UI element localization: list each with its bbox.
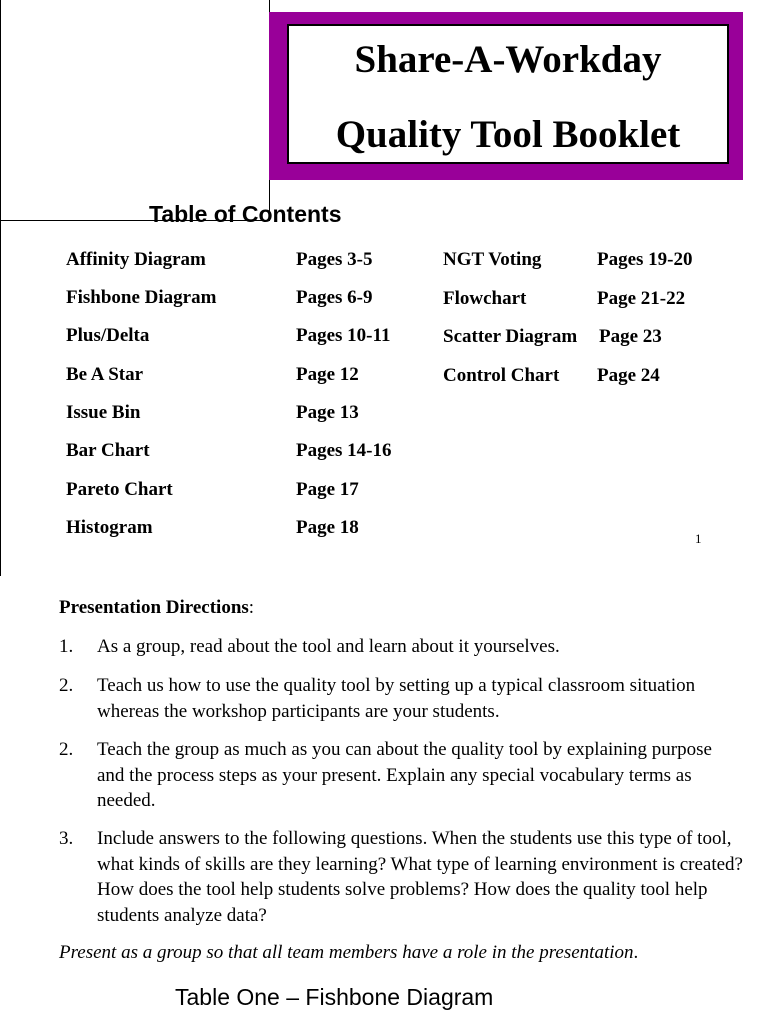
closing-note: [59, 943, 638, 962]
toc-item-pages: Page 13: [296, 402, 359, 423]
toc-item-tool: Plus/Delta: [66, 325, 150, 346]
toc-item-pages: Page 12: [296, 364, 359, 385]
direction-number: 1.: [59, 636, 74, 657]
closing-note-text: Present as a group so that all team members have a role in the presentation: [59, 942, 634, 963]
direction-number: 2.: [59, 739, 74, 760]
toc-item-pages: Page 21-22: [597, 288, 686, 309]
direction-number: 3.: [59, 828, 74, 849]
toc-item-tool: Scatter Diagram: [443, 326, 578, 347]
direction-text: As a group, read about the tool and learn about it yourselves.: [97, 636, 560, 657]
title-line-2: Quality Tool Booklet: [335, 113, 681, 156]
toc-item-pages: Pages 14-16: [296, 440, 392, 461]
toc-item-pages: Page 24: [597, 365, 660, 386]
directions-title-colon: :: [248, 597, 255, 618]
toc-item-tool: Fishbone Diagram: [66, 287, 217, 308]
toc-item-tool: Affinity Diagram: [66, 249, 206, 270]
title-box: [269, 12, 743, 180]
toc-item-pages: Page 17: [296, 479, 359, 500]
toc-item-tool: Issue Bin: [66, 402, 141, 423]
direction-text: Teach the group as much as you can about the quality tool by explaining purpose and the process steps as your present. Explain any special vocabulary terms as needed.: [97, 739, 712, 811]
toc-item-pages: Pages 19-20: [597, 249, 693, 270]
frame-left-line: [0, 0, 1, 576]
toc-item-pages: Page 23: [599, 326, 662, 347]
toc-item-pages: Pages 6-9: [296, 287, 373, 308]
title-line-1: Share-A-Workday: [354, 38, 662, 81]
direction-text: Include answers to the following questions. When the students use this type of tool, what kinds of skills are they learning? What type of learning environment is created? How does the tool help students solve problems? How does the quality tool help students analyze data?: [97, 828, 743, 926]
directions-title-text: Presentation Directions: [59, 597, 249, 618]
table-caption: Table One – Fishbone Diagram: [175, 984, 494, 1010]
toc-item-tool: Flowchart: [443, 288, 527, 309]
direction-number: 2.: [59, 675, 74, 696]
toc-item-pages: Pages 10-11: [296, 325, 391, 346]
toc-item-tool: Pareto Chart: [66, 479, 173, 500]
title-inner-box: [287, 24, 729, 164]
page-number: 1: [695, 531, 702, 546]
toc-item-pages: Page 18: [296, 517, 359, 538]
toc-item-tool: Bar Chart: [66, 440, 150, 461]
toc-item-tool: Be A Star: [66, 364, 144, 385]
closing-note-period: .: [633, 942, 639, 963]
toc-item-pages: Pages 3-5: [296, 249, 373, 270]
toc-item-tool: Control Chart: [443, 365, 560, 386]
toc-item-tool: Histogram: [66, 517, 153, 538]
toc-heading: Table of Contents: [149, 201, 342, 227]
direction-text: Teach us how to use the quality tool by setting up a typical classroom situation whereas the workshop participants are your students.: [97, 675, 696, 722]
directions-title: [59, 598, 254, 617]
toc-item-tool: NGT Voting: [443, 249, 542, 270]
